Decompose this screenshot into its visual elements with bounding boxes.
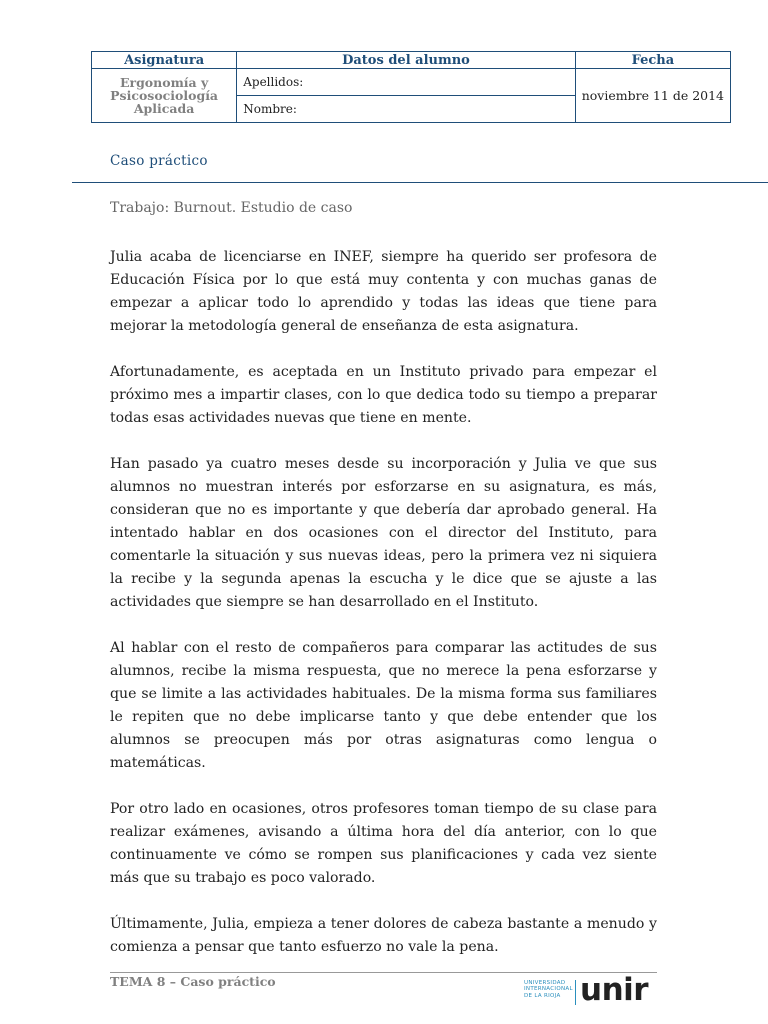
paragraph-6: Últimamente, Julia, empieza a tener dolores de cabeza bastante a menudo y comienza a pensar que tanto esfuerzo no vale la pena. (110, 916, 657, 955)
logo-line-1: UNIVERSIDAD (524, 980, 566, 986)
surname-field: Apellidos: (237, 69, 576, 96)
header-row (92, 52, 731, 69)
header-student-data: Datos del alumno (237, 52, 576, 69)
header-subject: Asignatura (92, 52, 237, 69)
subject-line-3: Aplicada (133, 101, 195, 116)
date-value: noviembre 11 de 2014 (575, 69, 730, 123)
logo-university-name (524, 980, 573, 999)
paragraph-2: Afortunadamente, es aceptada en un Instituto privado para empezar el próximo mes a impartir clases, con lo que dedica todo su tiempo a preparar todas esas actividades nuevas que tiene en mente. (110, 364, 657, 426)
subject-line-1: Ergonomía y (119, 75, 209, 90)
unir-logo (524, 972, 660, 1008)
logo-line-3: DE LA RIOJA (524, 992, 561, 999)
logo-separator (575, 980, 576, 1005)
work-title: Trabajo: Burnout. Estudio de caso (110, 200, 353, 216)
logo-line-2: INTERNACIONAL (524, 986, 573, 993)
header-table (91, 51, 731, 123)
header-date: Fecha (575, 52, 730, 69)
surname-row (92, 69, 731, 96)
case-body (110, 246, 657, 982)
paragraph-5: Por otro lado en ocasiones, otros profesores toman tiempo de su clase para realizar exámenes, avisando a última hora del día anterior, con lo que continuamente ve cómo se rompen sus planificaciones y cada vez siente más que su trabajo es poco valorado. (110, 801, 657, 886)
name-field: Nombre: (237, 96, 576, 123)
logo-wordmark: unir (580, 972, 649, 1008)
footer-divider (110, 972, 657, 973)
section-title: Caso práctico (110, 153, 208, 169)
footer-topic: TEMA 8 – Caso práctico (110, 974, 276, 989)
section-divider (72, 182, 768, 183)
paragraph-3: Han pasado ya cuatro meses desde su incorporación y Julia ve que sus alumnos no muestran interés por esforzarse en su asignatura, es más, consideran que no es importante y que debería dar aprobado general. Ha intentado hablar en dos ocasiones con el director del Instituto, para comentarle la situación y sus nuevas ideas, pero la primera vez ni siquiera la recibe y la segunda apenas la escucha y le dice que se ajuste a las actividades que siempre se han desarrollado en el Instituto. (110, 456, 657, 610)
paragraph-4: Al hablar con el resto de compañeros para comparar las actitudes de sus alumnos, recibe la misma respuesta, que no merece la pena esforzarse y que se limite a las actividades habituales. De la misma forma sus familiares le repiten que no debe implicarse tanto y que debe entender que los alumnos se preocupen más por otras asignaturas como lengua o matemáticas. (110, 640, 657, 771)
paragraph-1: Julia acaba de licenciarse en INEF, siempre ha querido ser profesora de Educación Física por lo que está muy contenta y con muchas ganas de empezar a aplicar todo lo aprendido y todas las ideas que tiene para mejorar la metodología general de enseñanza de esta asignatura. (110, 249, 657, 334)
subject-line-2: Psicosociología (110, 88, 219, 103)
subject-name (92, 69, 237, 123)
